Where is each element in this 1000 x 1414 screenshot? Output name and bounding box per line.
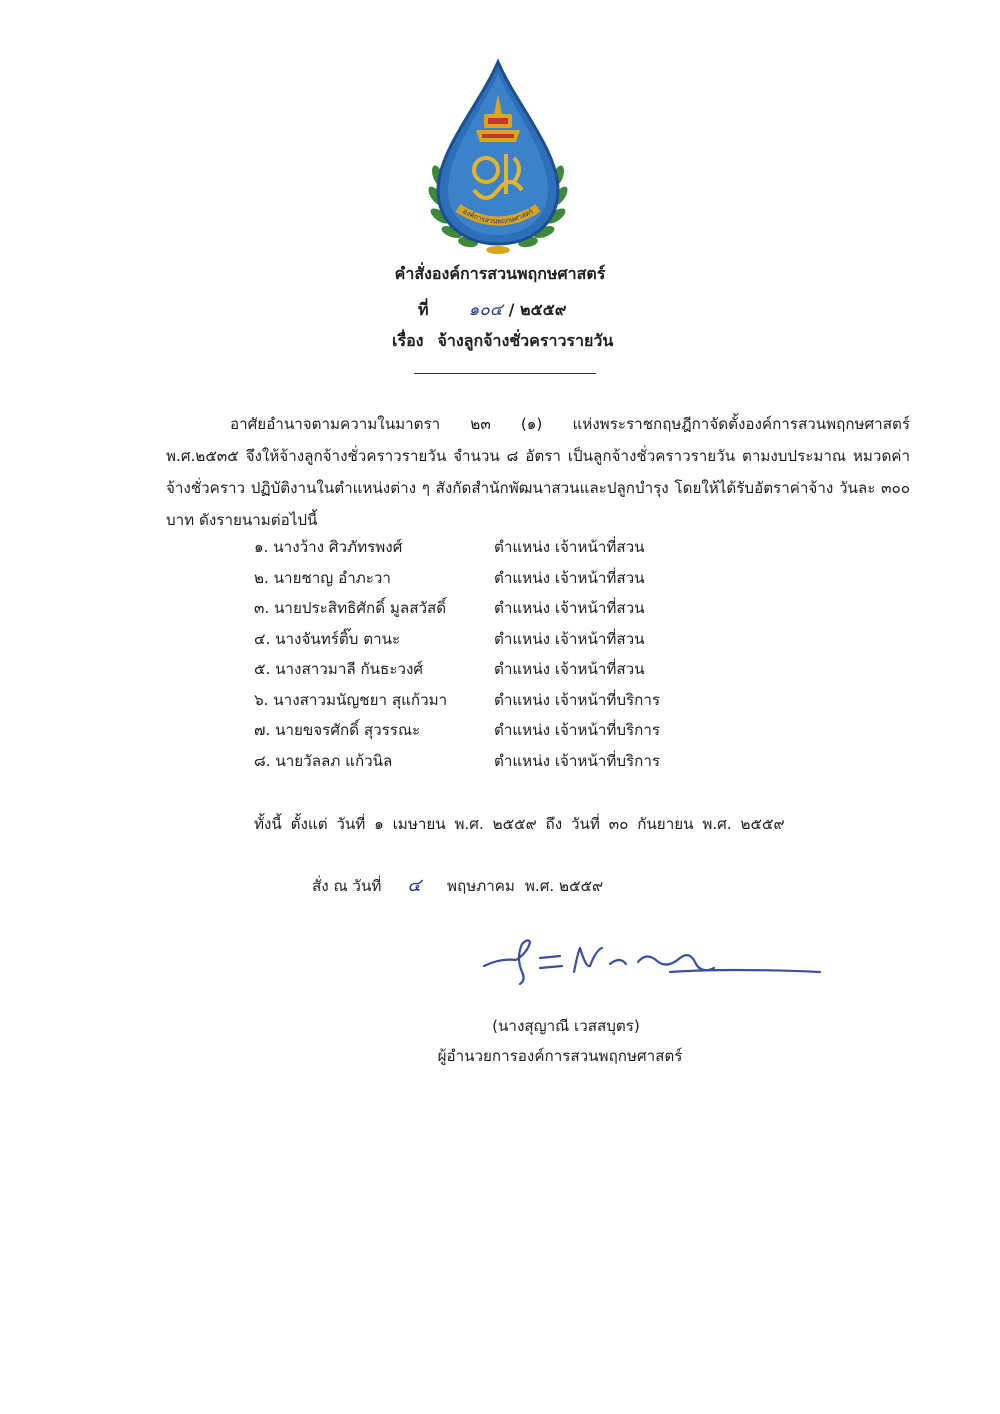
staff-position: ตำแหน่ง เจ้าหน้าที่สวน bbox=[494, 599, 645, 618]
order-number-year: / ๒๕๕๙ bbox=[508, 300, 567, 319]
order-subject bbox=[392, 329, 792, 354]
staff-list bbox=[254, 532, 754, 776]
staff-position: ตำแหน่ง เจ้าหน้าที่สวน bbox=[494, 568, 645, 587]
issue-date-prefix: สั่ง ณ วันที่ bbox=[312, 877, 382, 895]
paragraph-text: อาศัยอำนาจตามความในมาตรา ๒๓ (๑) แห่งพระราชกฤษฎีกาจัดตั้งองค์การสวนพฤกษศาสตร์ พ.ศ.๒๕๓๕ จึงให้จ้างลูกจ้างชั่วคราวรายวัน จำนวน ๘ อัตรา เป็นลูกจ้างชั่วคราวรายวัน ตามงบประมาณ หมวดค่าจ้างชั่วคราว ปฏิบัติงานในตำแหน่งต่าง ๆ สังกัดสำนักพัฒนาสวนและปลูกบำรุง โดยให้ได้รับอัตราค่าจ้าง วันละ ๓๐๐ บาท ดังรายนามต่อไปนี้ bbox=[166, 415, 910, 529]
order-title: คำสั่งองค์การสวนพฤกษศาสตร์ bbox=[394, 264, 606, 283]
staff-name: ๔. นางจันทร์ติ๊บ ตานะ bbox=[254, 629, 401, 648]
staff-name: ๒. นายชาญ อำภะวา bbox=[254, 568, 391, 587]
staff-position: ตำแหน่ง เจ้าหน้าที่สวน bbox=[494, 538, 645, 557]
order-number-handwritten: ๑๐๔ bbox=[468, 300, 503, 320]
subject-label: เรื่อง bbox=[392, 331, 424, 350]
staff-position: ตำแหน่ง เจ้าหน้าที่บริการ bbox=[494, 751, 661, 770]
staff-name: ๑. นางว้าง ศิวภัทรพงศ์ bbox=[254, 538, 403, 557]
staff-name: ๘. นายวัลลภ แก้วนิล bbox=[254, 751, 393, 770]
staff-position: ตำแหน่ง เจ้าหน้าที่สวน bbox=[494, 660, 645, 679]
staff-position: ตำแหน่ง เจ้าหน้าที่บริการ bbox=[494, 690, 661, 709]
order-number bbox=[418, 296, 718, 323]
list-item bbox=[254, 715, 754, 746]
staff-position: ตำแหน่ง เจ้าหน้าที่บริการ bbox=[494, 721, 661, 740]
signer-title: ผู้อำนวยการองค์การสวนพฤกษศาสตร์ bbox=[437, 1047, 683, 1065]
issue-year: พ.ศ. ๒๕๕๙ bbox=[524, 877, 604, 895]
order-paragraph bbox=[166, 408, 910, 536]
order-number-label: ที่ bbox=[418, 300, 429, 319]
list-item bbox=[254, 532, 754, 563]
issue-date bbox=[312, 870, 812, 899]
issue-day-handwritten: ๔ bbox=[407, 875, 421, 896]
signer-name: (นางสุญาณี เวสสบุตร) bbox=[492, 1017, 640, 1035]
list-item bbox=[254, 654, 754, 685]
header-divider bbox=[414, 373, 596, 374]
staff-position: ตำแหน่ง เจ้าหน้าที่สวน bbox=[494, 629, 645, 648]
organization-logo bbox=[424, 58, 572, 258]
staff-name: ๗. นายขจรศักดิ์ สุวรรณะ bbox=[254, 721, 421, 740]
employment-period: ทั้งนี้ ตั้งแต่ วันที่ ๑ เมษายน พ.ศ. ๒๕๕๙ ถึง วันที่ ๓๐ กันยายน พ.ศ. ๒๕๕๙ bbox=[254, 815, 785, 833]
staff-name: ๓. นายประสิทธิศักดิ์ มูลสวัสดิ์ bbox=[254, 599, 447, 618]
list-item bbox=[254, 685, 754, 716]
staff-name: ๖. นางสาวมนัญชยา สุแก้วมา bbox=[254, 690, 448, 709]
list-item bbox=[254, 563, 754, 594]
issue-month: พฤษภาคม bbox=[446, 877, 515, 895]
list-item bbox=[254, 624, 754, 655]
staff-name: ๕. นางสาวมาลี กันธะวงศ์ bbox=[254, 660, 424, 679]
list-item bbox=[254, 746, 754, 777]
svg-text:องค์การสวนพฤกษศาสตร์: องค์การสวนพฤกษศาสตร์ bbox=[461, 207, 535, 226]
subject-text: จ้างลูกจ้างชั่วคราวรายวัน bbox=[437, 331, 614, 350]
list-item bbox=[254, 593, 754, 624]
handwritten-signature bbox=[470, 928, 830, 988]
